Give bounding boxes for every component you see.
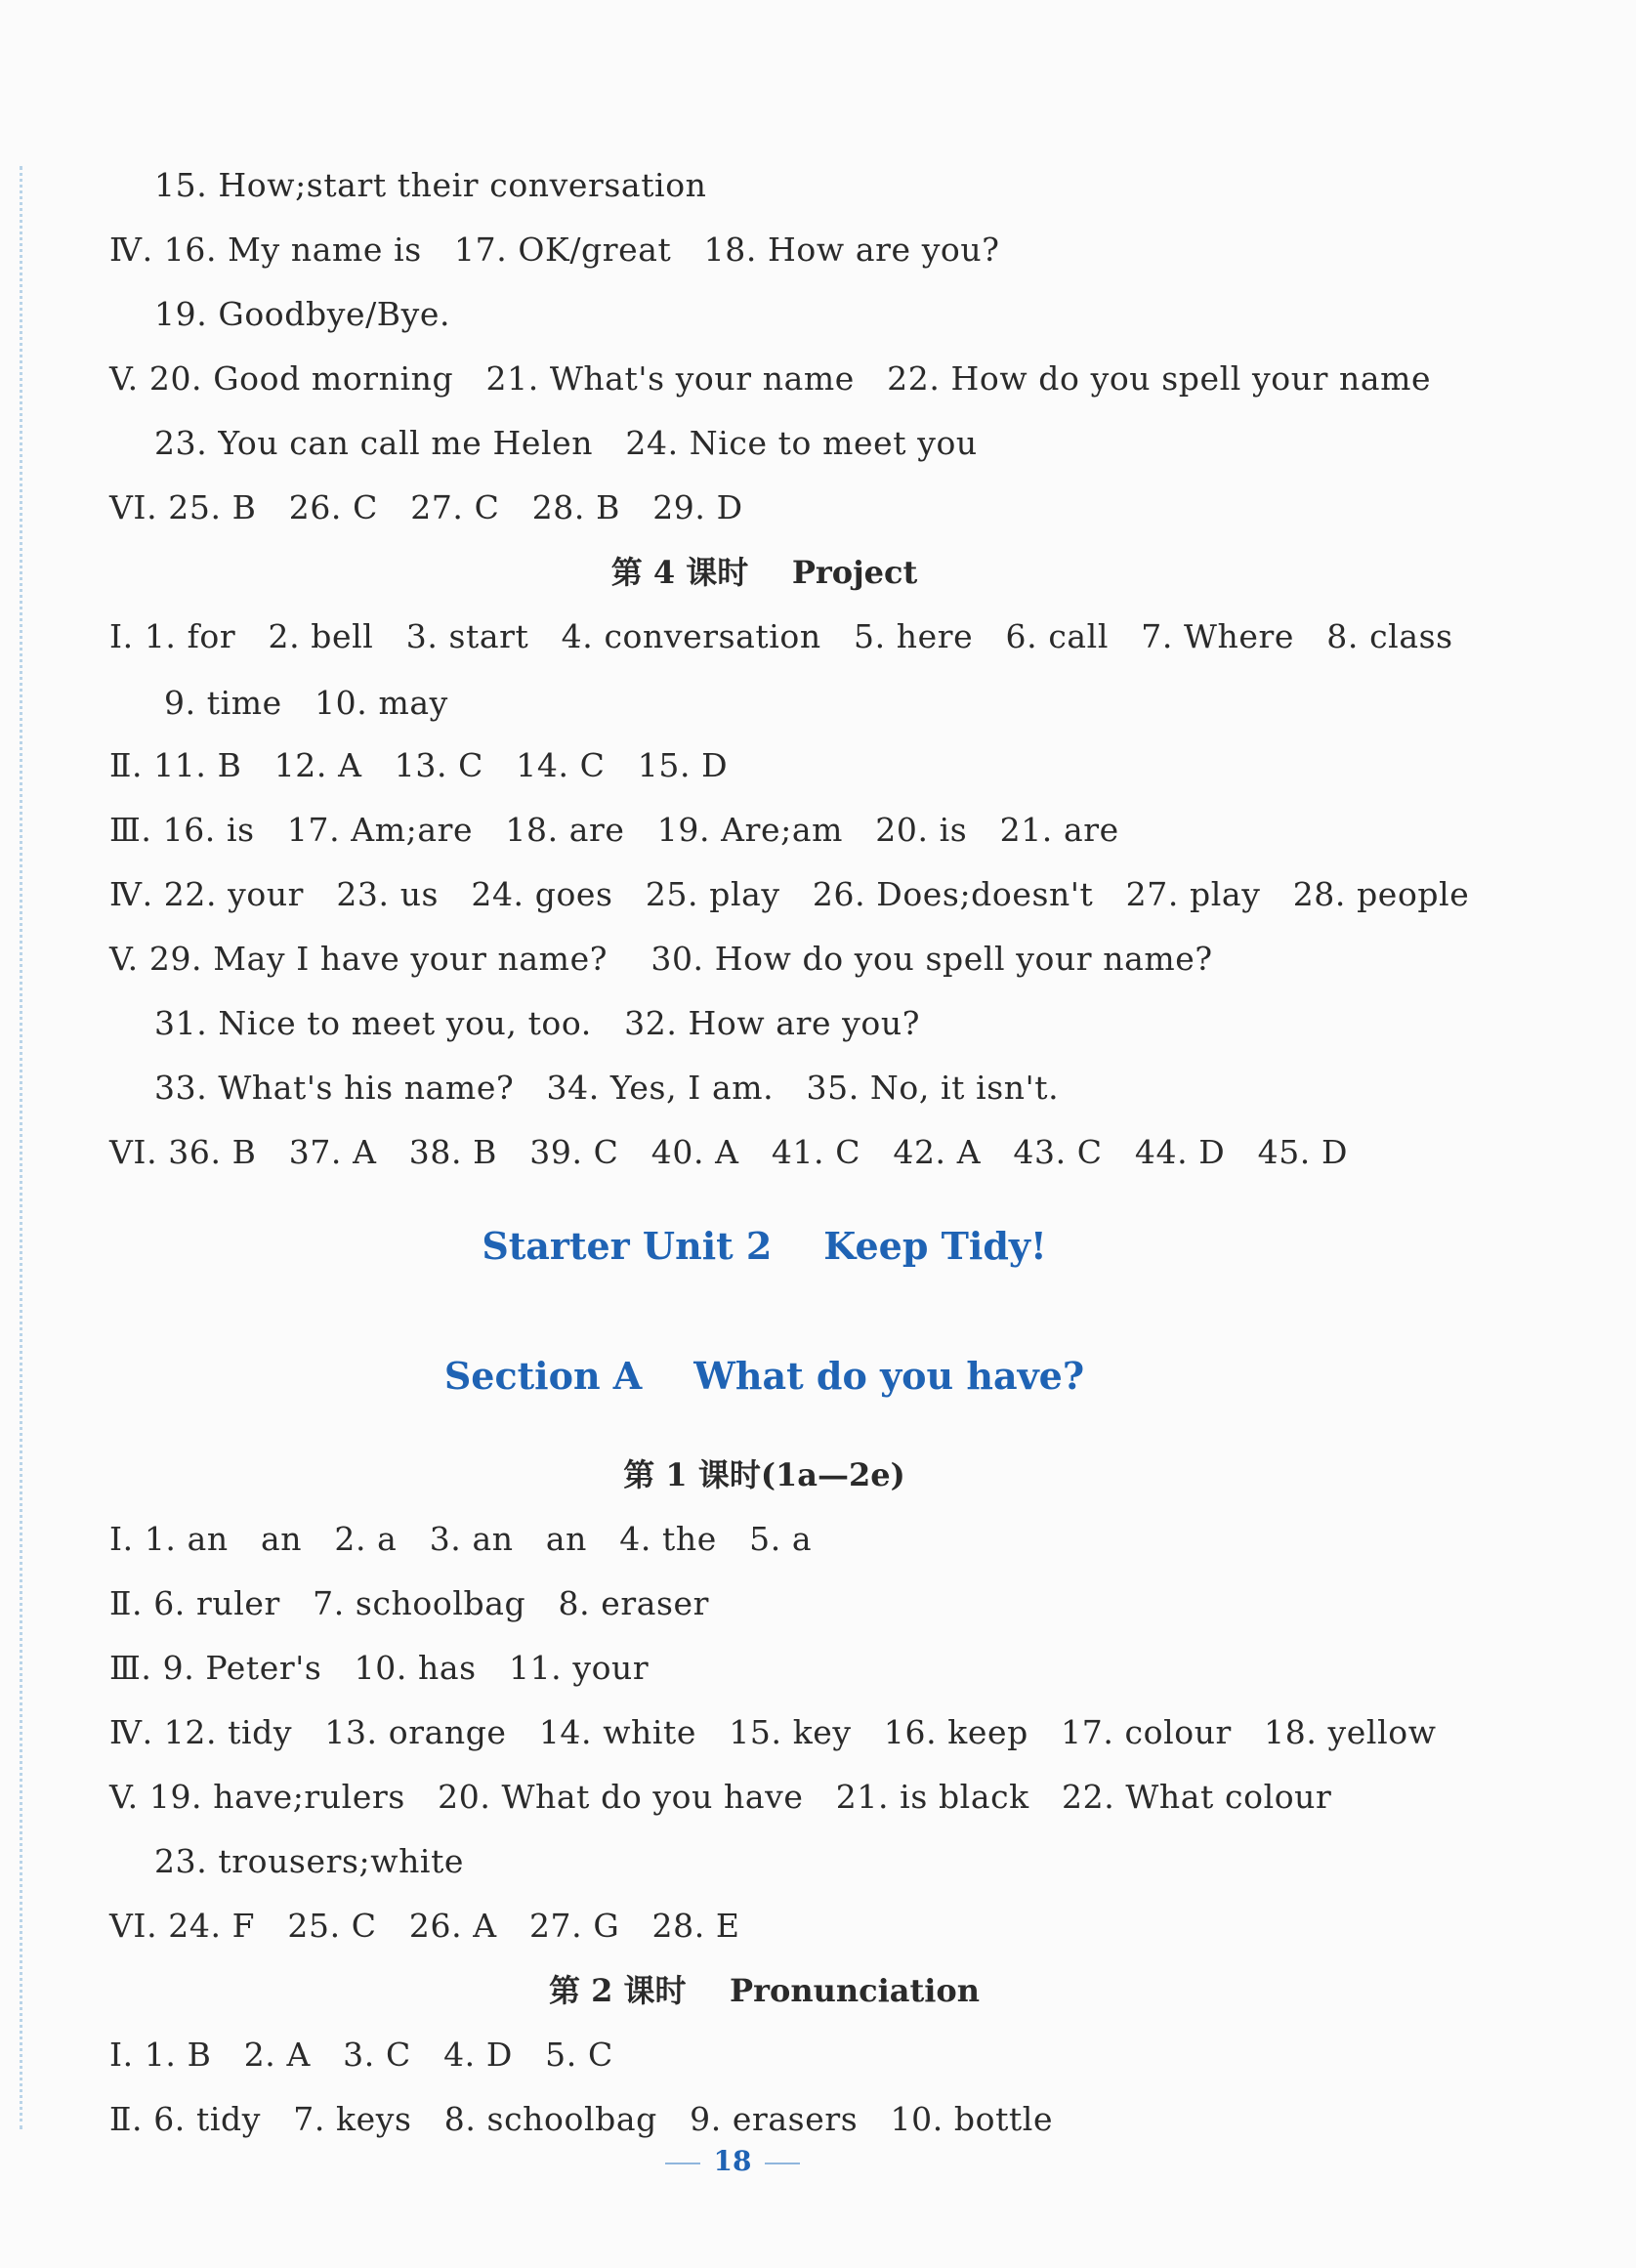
answer-line: 23. trousers;white <box>154 1842 465 1880</box>
answer-line: Ⅲ. 9. Peter's 10. has 11. your <box>109 1649 650 1687</box>
answer-line: VI. 24. F 25. C 26. A 27. G 28. E <box>109 1907 740 1945</box>
unit-heading: Starter Unit 2 Keep Tidy! <box>482 1224 1047 1268</box>
lesson-heading: 第 1 课时(1a—2e) <box>623 1456 905 1493</box>
answer-line: Ⅲ. 16. is 17. Am;are 18. are 19. Are;am 20. is 21. are <box>109 811 1119 849</box>
answer-line: Ⅳ. 22. your 23. us 24. goes 25. play 26. Does;doesn't 27. play 28. people <box>109 875 1470 913</box>
binding-margin-line <box>20 166 22 2129</box>
answer-line: 31. Nice to meet you, too. 32. How are you? <box>154 1004 921 1042</box>
footer-dash-right <box>765 2163 800 2164</box>
answer-line: Ⅰ. 1. for 2. bell 3. start 4. conversation 5. here 6. call 7. Where 8. class <box>109 617 1453 655</box>
answer-line: 9. time 10. may <box>164 684 448 722</box>
answer-line: 23. You can call me Helen 24. Nice to meet you <box>154 424 978 462</box>
page-number-text: 18 <box>713 2145 752 2177</box>
answer-line: V. 29. May I have your name? 30. How do you spell your name? <box>109 940 1213 978</box>
answer-line: 15. How;start their conversation <box>154 166 707 204</box>
answer-line: 33. What's his name? 34. Yes, I am. 35. No, it isn't. <box>154 1069 1060 1107</box>
answer-line: VI. 25. B 26. C 27. C 28. B 29. D <box>109 488 743 526</box>
answer-line: 19. Goodbye/Bye. <box>154 295 451 333</box>
answer-line: Ⅰ. 1. an an 2. a 3. an an 4. the 5. a <box>109 1520 813 1558</box>
answer-line: Ⅱ. 6. tidy 7. keys 8. schoolbag 9. erasers 10. bottle <box>109 2100 1054 2138</box>
page-number <box>0 2144 1465 2179</box>
answer-line: V. 20. Good morning 21. What's your name 22. How do you spell your name <box>109 359 1432 398</box>
answer-line: Ⅳ. 16. My name is 17. OK/great 18. How are you? <box>109 231 1000 269</box>
footer-dash-left <box>665 2163 700 2164</box>
answer-line: VI. 36. B 37. A 38. B 39. C 40. A 41. C 42. A 43. C 44. D 45. D <box>109 1133 1349 1171</box>
lesson-heading: 第 4 课时 Project <box>610 554 918 591</box>
answer-line: V. 19. have;rulers 20. What do you have 21. is black 22. What colour <box>109 1778 1332 1816</box>
section-heading: Section A What do you have? <box>443 1354 1085 1398</box>
lesson-heading: 第 2 课时 Pronunciation <box>548 1972 981 2009</box>
answer-line: Ⅰ. 1. B 2. A 3. C 4. D 5. C <box>109 2036 613 2074</box>
answer-line: Ⅱ. 6. ruler 7. schoolbag 8. eraser <box>109 1584 710 1622</box>
answer-line: Ⅱ. 11. B 12. A 13. C 14. C 15. D <box>109 746 729 784</box>
answer-line: Ⅳ. 12. tidy 13. orange 14. white 15. key 16. keep 17. colour 18. yellow <box>109 1713 1437 1751</box>
